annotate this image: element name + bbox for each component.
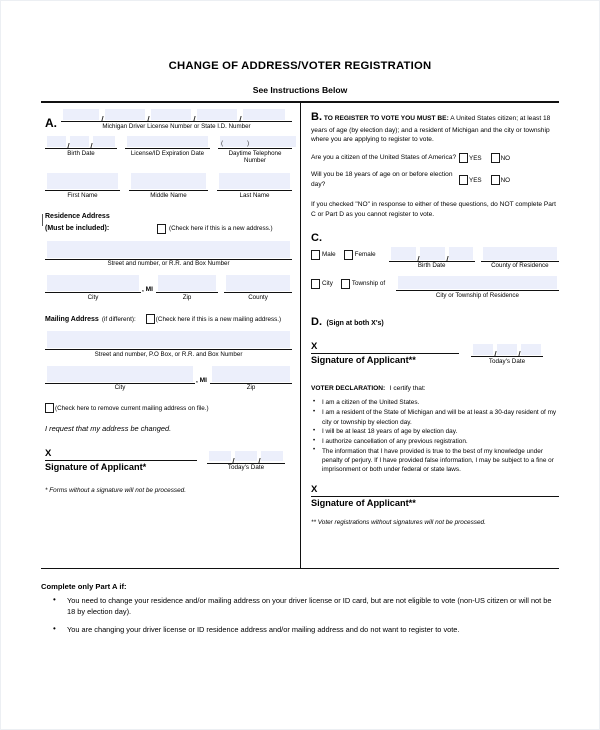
voter-signature-x-2: X	[311, 483, 318, 495]
citizen-yes-label: YES	[469, 154, 482, 162]
phone-label: Daytime Telephone Number	[228, 149, 282, 164]
residence-street-field	[45, 241, 292, 268]
mailing-street-label: Street and number, P.O Box, or R.R. and Box Number	[94, 350, 243, 358]
residence-city-input[interactable]	[45, 275, 141, 293]
birthdate-expiration-phone-row	[45, 136, 292, 164]
voter-signature-x-1: X	[311, 341, 318, 353]
residence-address-title: Residence Address	[45, 212, 110, 220]
city-township-residence-input[interactable]	[396, 276, 559, 291]
voter-birth-date-input[interactable]	[389, 247, 475, 262]
female-checkbox[interactable]	[344, 250, 353, 260]
citizen-question-row	[311, 153, 559, 163]
new-mailing-address-checkbox[interactable]	[146, 314, 155, 324]
residence-city-row	[45, 275, 292, 301]
form-header	[1, 60, 599, 95]
voter-birth-date-label: Birth Date	[417, 262, 446, 270]
part-a-letter: A.	[45, 116, 57, 131]
part-d-header	[311, 312, 559, 330]
residence-county-input[interactable]	[224, 275, 292, 293]
form-columns	[41, 103, 559, 568]
female-label: Female	[354, 250, 376, 258]
signature-x-mark: X	[45, 448, 52, 459]
footer-section	[41, 582, 559, 635]
mailing-street-input[interactable]	[45, 331, 292, 350]
voter-signature-label-2: Signature of Applicant**	[311, 497, 416, 508]
part-d-footnote: ** Voter registrations without signatures will not be processed.	[311, 518, 486, 526]
mailing-address-title: Mailing Address	[45, 315, 99, 323]
mailing-city-row	[45, 366, 292, 392]
expiration-date-input[interactable]	[125, 136, 210, 149]
column-right-parts-bcd	[300, 103, 559, 568]
citizen-no-label: NO	[500, 154, 511, 162]
residence-city-label: City	[87, 293, 99, 301]
part-d-letter: D.	[311, 316, 322, 329]
list-item: • The information that I have provided is true to the best of my knowledge under penalty of perjury. If I have provided false information, I may be subject to a fine or imprisonment or both under federal or state laws.	[311, 447, 559, 475]
mailing-zip-input[interactable]	[210, 366, 292, 384]
page-subtitle: See Instructions Below	[252, 85, 348, 95]
age-question-label: Will you be 18 years of age on or before election day?	[311, 171, 453, 189]
county-residence-input[interactable]	[481, 247, 559, 262]
new-residence-address-label: (Check here if this is a new address.)	[169, 225, 273, 233]
male-label: Male	[322, 250, 336, 258]
column-left-part-a	[41, 103, 300, 568]
voter-todays-date-label: Today's Date	[488, 357, 526, 365]
part-b-letter: B.	[311, 111, 322, 123]
list-item: • I am a resident of the State of Michigan and will be at least a 30-day resident of my city or township by election day.	[311, 408, 559, 427]
license-number-input[interactable]	[61, 109, 292, 122]
age-no-checkbox[interactable]	[491, 175, 500, 185]
first-name-label: First Name	[67, 191, 98, 199]
list-item: • I am a citizen of the United States.	[311, 398, 559, 407]
residence-zip-input[interactable]	[156, 275, 218, 293]
mailing-street-field	[45, 331, 292, 358]
voter-todays-date-input[interactable]	[471, 344, 543, 357]
middle-name-input[interactable]	[129, 173, 208, 191]
middle-name-label: Middle Name	[150, 191, 187, 199]
applicant-signature-row	[45, 447, 292, 472]
part-c-city-township-row	[311, 276, 559, 299]
mailing-address-header	[45, 314, 292, 324]
part-d-heading: (Sign at both X's)	[326, 320, 384, 328]
age-question-row	[311, 170, 559, 190]
residence-address-subtitle: (Must be included):	[45, 225, 110, 233]
city-checkbox[interactable]	[311, 279, 320, 289]
voter-signature-input-2[interactable]	[311, 484, 559, 497]
footer-title: Complete only Part A if:	[41, 582, 127, 591]
city-township-residence-label: City or Township of Residence	[435, 291, 519, 299]
applicant-signature-label: Signature of Applicant*	[45, 462, 147, 472]
name-row	[45, 173, 292, 199]
birth-date-label: Birth Date	[67, 149, 95, 157]
residence-street-input[interactable]	[45, 241, 292, 260]
remove-mailing-address-label: (Check here to remove current mailing address on file.)	[55, 404, 209, 412]
declaration-intro: I certify that:	[389, 385, 426, 393]
footer-list	[41, 595, 559, 635]
citizen-yes-checkbox[interactable]	[459, 153, 468, 163]
birth-date-input[interactable]	[45, 136, 117, 149]
part-b-body: A United States citizen; at least 18 years of age (by election day); and a resident of Michigan and the city or township where you are applying to register to vote.	[311, 115, 551, 144]
address-change-request-text: I request that my address be changed.	[45, 424, 172, 433]
voter-signature-row-1	[311, 341, 559, 365]
mailing-city-label: City	[114, 384, 126, 392]
citizen-question-label: Are you a citizen of the United States of America?	[311, 154, 457, 162]
page-title: CHANGE OF ADDRESS/VOTER REGISTRATION	[168, 60, 432, 72]
remove-mailing-address-checkbox[interactable]	[45, 403, 54, 413]
todays-date-input[interactable]	[207, 451, 285, 464]
license-number-row	[45, 109, 292, 130]
residence-zip-label: Zip	[182, 293, 192, 301]
license-number-label: Michigan Driver License Number or State I.D. Number	[102, 122, 251, 130]
part-b-heading: TO REGISTER TO VOTE YOU MUST BE:	[323, 115, 449, 122]
voter-signature-input-1[interactable]	[311, 341, 459, 354]
mailing-zip-label: Zip	[246, 384, 256, 392]
voter-signature-label-1: Signature of Applicant**	[311, 355, 416, 366]
male-checkbox[interactable]	[311, 250, 320, 260]
part-a-footnote: * Forms without a signature will not be processed.	[45, 487, 187, 494]
age-no-label: NO	[500, 176, 511, 184]
residence-street-label: Street and number, or R.R. and Box Number	[107, 260, 230, 268]
declaration-list	[311, 398, 559, 474]
new-residence-address-checkbox[interactable]	[157, 224, 166, 234]
age-yes-checkbox[interactable]	[459, 175, 468, 185]
age-yes-label: YES	[469, 176, 482, 184]
county-residence-label: County of Residence	[491, 262, 549, 270]
citizen-no-checkbox[interactable]	[491, 153, 500, 163]
todays-date-label: Today's Date	[227, 464, 265, 472]
part-c-gender-row	[311, 247, 559, 270]
mailing-state-abbrev: , MI	[196, 376, 207, 384]
declaration-heading: VOTER DECLARATION:	[311, 385, 386, 393]
mailing-city-input[interactable]	[45, 366, 195, 384]
new-mailing-address-label: (Check here if this is a new mailing address.)	[155, 315, 282, 323]
mailing-address-subtitle: (if different):	[101, 315, 136, 323]
residence-marker-bar	[42, 214, 43, 226]
residence-state-abbrev: , MI	[142, 286, 153, 294]
part-b-note: If you checked "NO" in response to either of these questions, do NOT complete Part C or Part D as you cannot register to vote.	[311, 201, 556, 218]
part-c-letter: C.	[311, 231, 322, 244]
list-item: • You are changing your driver license or ID residence address and/or mailing address and do not want to register to vote.	[41, 624, 559, 635]
last-name-label: Last Name	[239, 191, 270, 199]
township-option-label: Township of	[351, 280, 386, 288]
township-checkbox[interactable]	[341, 279, 350, 289]
footer-divider	[41, 568, 559, 569]
phone-input[interactable]: ( )	[218, 136, 292, 149]
list-item: • I will be at least 18 years of age by election day.	[311, 427, 559, 436]
remove-mailing-row	[45, 403, 292, 413]
applicant-signature-input[interactable]	[45, 447, 197, 461]
first-name-input[interactable]	[45, 173, 120, 191]
expiration-date-label: License/ID Expiration Date	[130, 149, 205, 157]
residence-address-header	[45, 213, 292, 234]
residence-county-label: County	[248, 293, 268, 301]
city-option-label: City	[322, 280, 333, 288]
part-b-block	[311, 109, 559, 145]
list-item: • I authorize cancellation of any previous registration.	[311, 437, 559, 446]
last-name-input[interactable]	[217, 173, 292, 191]
list-item: • You need to change your residence and/or mailing address on your driver license or ID card, but are not eligible to vote (non-US citizen or will not be 18 by election day).	[41, 595, 559, 618]
voter-signature-row-2	[311, 484, 559, 508]
voter-declaration-block	[311, 377, 559, 474]
